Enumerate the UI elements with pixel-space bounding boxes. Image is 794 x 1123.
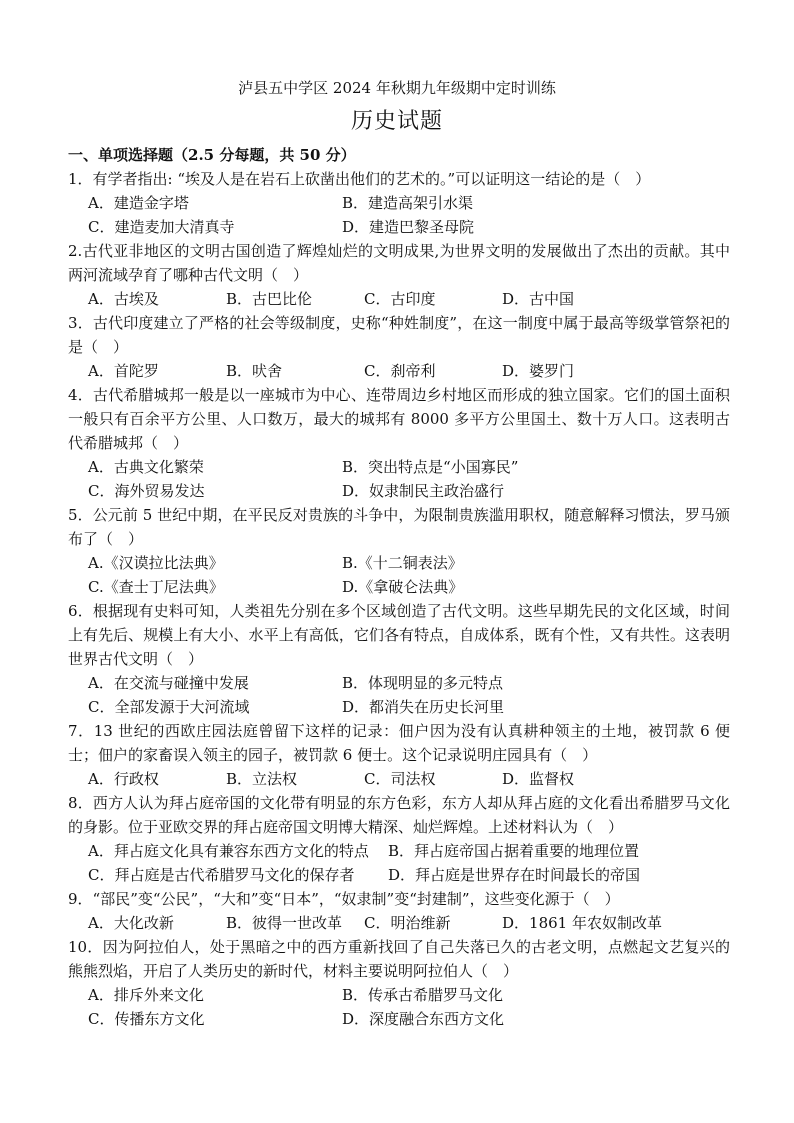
option-d: D．奴隶制民主政治盛行	[342, 482, 505, 500]
section-heading: 一、单项选择题（2.5 分每题，共 50 分）	[68, 146, 356, 164]
option-a: A.《汉谟拉比法典》	[88, 554, 224, 572]
option-group	[68, 287, 730, 311]
option-a: A．大化改新	[88, 914, 174, 932]
question-stem: 7．13 世纪的西欧庄园法庭曾留下这样的记录：佃户因为没有认真耕种领主的土地，被罚款 6 便士；佃户的家畜误入领主的园子，被罚款 6 便士。这个记录说明庄园具有（ ）	[68, 722, 730, 764]
option-d: D．都消失在历史长河里	[342, 698, 505, 716]
option-group	[68, 983, 730, 1031]
question-1	[68, 167, 730, 239]
option-a: A．古埃及	[88, 290, 159, 308]
option-b: B．立法权	[226, 770, 298, 788]
question-4	[68, 383, 730, 503]
option-group	[68, 839, 730, 887]
option-group	[68, 455, 730, 503]
option-c: C．司法权	[364, 770, 436, 788]
question-9	[68, 887, 730, 935]
question-stem: 3．古代印度建立了严格的社会等级制度，史称“种姓制度”，在这一制度中属于最高等级掌管祭祀的是（ ）	[68, 314, 730, 356]
question-stem: 1．有学者指出: “埃及人是在岩石上砍凿出他们的艺术的。”可以证明这一结论的是（ ）	[68, 170, 651, 188]
option-group	[68, 911, 730, 935]
exam-title: 历史试题	[350, 109, 443, 134]
option-d: D．古中国	[502, 290, 575, 308]
question-5	[68, 503, 730, 599]
question-stem: 10．因为阿拉伯人，处于黑暗之中的西方重新找回了自己失落已久的古老文明，点燃起文艺复兴的熊熊烈焰，开启了人类历史的新时代，材料主要说明阿拉伯人（ ）	[68, 938, 730, 980]
question-stem: 8．西方人认为拜占庭帝国的文化带有明显的东方色彩，东方人却从拜占庭的文化看出希腊罗马文化的身影。位于亚欧交界的拜占庭帝国文明博大精深、灿烂辉煌。上述材料认为（ ）	[68, 794, 730, 836]
exam-subtitle: 泸县五中学区 2024 年秋期九年级期中定时训练	[238, 79, 556, 97]
option-b: B．拜占庭帝国占据着重要的地理位置	[388, 842, 640, 860]
option-c: C．建造麦加大清真寺	[88, 218, 235, 236]
option-d: D．拜占庭是世界存在时间最长的帝国	[388, 866, 641, 884]
option-d: D．婆罗门	[502, 362, 575, 380]
option-a: A．首陀罗	[88, 362, 159, 380]
option-d: D．监督权	[502, 770, 575, 788]
question-6	[68, 599, 730, 719]
option-a: A．古典文化繁荣	[88, 458, 204, 476]
option-b: B．体现明显的多元特点	[342, 674, 504, 692]
option-c: C．传播东方文化	[88, 1010, 205, 1028]
option-b: B．吠舍	[226, 362, 283, 380]
option-a: A．拜占庭文化具有兼容东西方文化的特点	[88, 842, 369, 860]
option-a: A．排斥外来文化	[88, 986, 204, 1004]
option-c: C．明治维新	[364, 914, 451, 932]
option-group	[68, 359, 730, 383]
option-c: C．拜占庭是古代希腊罗马文化的保存者	[88, 866, 355, 884]
option-c: C．刹帝利	[364, 362, 436, 380]
option-d: D．1861 年农奴制改革	[502, 914, 662, 932]
option-d: D.《拿破仑法典》	[342, 578, 464, 596]
question-stem: 5．公元前 5 世纪中期，在平民反对贵族的斗争中，为限制贵族滥用职权，随意解释习惯法，罗马颁布了（ ）	[68, 506, 730, 548]
question-8	[68, 791, 730, 887]
option-c: C．海外贸易发达	[88, 482, 205, 500]
option-c: C．古印度	[364, 290, 436, 308]
option-b: B.《十二铜表法》	[342, 554, 463, 572]
option-a: A．建造金字塔	[88, 194, 189, 212]
option-c: C.《查士丁尼法典》	[88, 578, 224, 596]
option-group	[68, 767, 730, 791]
option-d: D．建造巴黎圣母院	[342, 218, 475, 236]
question-2	[68, 239, 730, 311]
question-3	[68, 311, 730, 383]
option-a: A．行政权	[88, 770, 159, 788]
option-b: B．建造高架引水渠	[342, 194, 474, 212]
option-a: A．在交流与碰撞中发展	[88, 674, 249, 692]
option-d: D．深度融合东西方文化	[342, 1010, 505, 1028]
option-group	[68, 191, 730, 239]
question-stem: 4．古代希腊城邦一般是以一座城市为中心、连带周边乡村地区而形成的独立国家。它们的国土面积一般只有百余平方公里、人口数万，最大的城邦有 8000 多平方公里国土、数十万人口。这表明古代希腊城邦（ ）	[68, 386, 730, 452]
option-b: B．突出特点是“小国寡民”	[342, 458, 519, 476]
option-group	[68, 551, 730, 599]
question-list	[68, 167, 730, 1031]
question-10	[68, 935, 730, 1031]
question-stem: 9．“部民”变“公民”，“大和”变“日本”，“奴隶制”变“封建制”，这些变化源于（ ）	[68, 890, 620, 908]
question-stem: 6．根据现有史料可知，人类祖先分别在多个区域创造了古代文明。这些早期先民的文化区域，时间上有先后、规模上有大小、水平上有高低，它们各有特点，自成体系，既有个性，又有共性。这表明世界古代文明（ ）	[68, 602, 730, 668]
question-stem: 2.古代亚非地区的文明古国创造了辉煌灿烂的文明成果,为世界文明的发展做出了杰出的贡献。其中两河流域孕育了哪种古代文明（ ）	[68, 242, 730, 284]
option-group	[68, 671, 730, 719]
option-b: B．彼得一世改革	[226, 914, 343, 932]
option-b: B．传承古希腊罗马文化	[342, 986, 504, 1004]
question-7	[68, 719, 730, 791]
option-b: B．古巴比伦	[226, 290, 313, 308]
option-c: C．全部发源于大河流域	[88, 698, 250, 716]
